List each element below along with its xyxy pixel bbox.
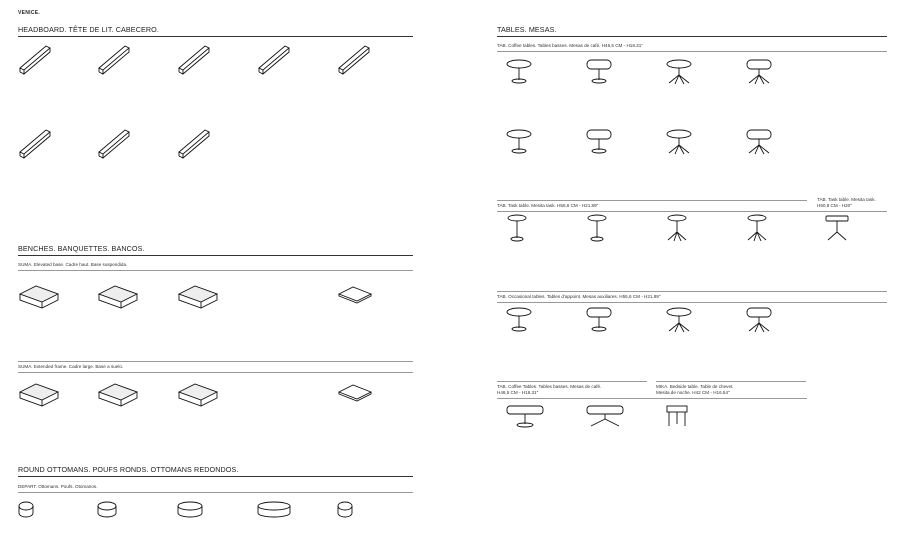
- divider: [497, 302, 887, 303]
- table-drawing: [497, 58, 569, 86]
- headboard-item: [177, 44, 249, 78]
- depart-subtitle: DEPART. Ottomans. Poufs. Otomanos.: [18, 484, 98, 489]
- headboard-drawing: [18, 44, 90, 76]
- headboard-drawing: [177, 44, 249, 76]
- table-drawing: [657, 128, 729, 156]
- table-item: [497, 306, 569, 336]
- bench-item: [18, 382, 90, 410]
- bench-item: [97, 284, 169, 312]
- divider: [497, 51, 887, 52]
- table-item: [657, 306, 729, 336]
- table-item: [737, 214, 809, 244]
- headboard-item: [18, 128, 90, 162]
- table-item: [497, 128, 569, 158]
- headboard-item: [18, 44, 90, 78]
- ottoman-drawing: [257, 500, 329, 520]
- bench-drawing: [18, 382, 90, 408]
- table-drawing: [657, 306, 729, 334]
- divider: [497, 36, 887, 37]
- suma-elevated-subtitle: SUMA. Elevated base. Cadre haut. Base suspendida.: [18, 262, 128, 267]
- table-item: [657, 214, 729, 244]
- table-drawing: [497, 128, 569, 156]
- table-item: [497, 58, 569, 88]
- bench-item: [177, 382, 249, 410]
- divider: [497, 398, 807, 399]
- divider: [656, 381, 806, 382]
- divider: [497, 291, 887, 292]
- ottoman-item: [177, 500, 249, 522]
- table-drawing: [737, 58, 809, 86]
- mika-subtitle: MIKA. Bedside table. Table de chevet.: [656, 384, 734, 389]
- ottoman-drawing: [97, 500, 169, 520]
- task-table-subtitle: TAB. Task table. Mesita task. H55,6 CM - H21.89": [497, 203, 599, 208]
- table-item: [497, 214, 569, 244]
- coffee2-height: H46,5 CM - H18.31": [497, 390, 539, 395]
- headboard-item: [257, 44, 329, 78]
- bench-item: [18, 284, 90, 312]
- table-drawing: [657, 58, 729, 86]
- table-item: [737, 306, 809, 336]
- tray-drawing: [337, 382, 409, 408]
- table-item: [657, 128, 729, 158]
- divider: [18, 372, 413, 373]
- divider: [18, 270, 413, 271]
- table-drawing: [657, 214, 729, 242]
- divider: [497, 200, 807, 201]
- headboard-item: [97, 128, 169, 162]
- task-table-subtitle-right: TAB. Task table. Mesita task.: [817, 197, 876, 202]
- divider: [18, 36, 413, 37]
- bench-drawing: [177, 382, 249, 408]
- headboard-drawing: [257, 44, 329, 76]
- divider: [497, 381, 647, 382]
- mika-height: Mesita de noche. H42 CM - H16.54": [656, 390, 730, 395]
- bench-item: [337, 382, 409, 410]
- bench-item: [97, 382, 169, 410]
- bench-drawing: [177, 284, 249, 310]
- divider: [18, 361, 413, 362]
- headboard-drawing: [97, 44, 169, 76]
- tables-section-title: TABLES. MESAS.: [497, 25, 557, 34]
- occasional-subtitle: TAB. Occasional tables. Tables d'appoint. Mesas auxiliares. H55,6 CM - H21.89": [497, 294, 661, 299]
- headboard-item: [177, 128, 249, 162]
- ottoman-item: [337, 500, 409, 522]
- headboard-drawing: [177, 128, 249, 160]
- bench-drawing: [97, 284, 169, 310]
- bench-item: [177, 284, 249, 312]
- coffee2-subtitle: TAB. Coffee Tables. Tables basses. Mesas de café.: [497, 384, 602, 389]
- ottomans-section-title: ROUND OTTOMANS. POUFS RONDS. OTTOMANS REDONDOS.: [18, 465, 239, 474]
- headboard-drawing: [18, 128, 90, 160]
- table-item: [577, 214, 649, 244]
- divider: [497, 211, 887, 212]
- brand-label: VENICE.: [18, 10, 41, 16]
- table-item: [737, 58, 809, 88]
- ottoman-item: [257, 500, 329, 522]
- ottoman-item: [18, 500, 90, 522]
- table-drawing: [817, 214, 889, 242]
- divider: [18, 476, 413, 477]
- headboard-item: [97, 44, 169, 78]
- divider: [18, 492, 413, 493]
- table-drawing: [577, 214, 649, 242]
- divider: [18, 255, 413, 256]
- table-drawing: [577, 404, 649, 432]
- suma-extended-subtitle: SUMA. Extended frame. Cadre large. Base a suelo.: [18, 364, 124, 369]
- table-drawing: [577, 58, 649, 86]
- benches-section-title: BENCHES. BANQUETTES. BANCOS.: [18, 244, 145, 253]
- table-drawing: [657, 404, 729, 432]
- ottoman-drawing: [18, 500, 90, 520]
- headboard-section-title: HEADBOARD. TÊTE DE LIT. CABECERO.: [18, 25, 159, 34]
- bench-item: [337, 284, 409, 312]
- table-item: [577, 306, 649, 336]
- table-drawing: [737, 214, 809, 242]
- task-table-height-right: H50,8 CM - H20": [817, 203, 852, 208]
- table-item: [657, 58, 729, 88]
- headboard-drawing: [97, 128, 169, 160]
- table-item: [737, 128, 809, 158]
- table-item: [657, 404, 729, 434]
- table-item: [577, 404, 649, 434]
- ottoman-drawing: [177, 500, 249, 520]
- table-item: [497, 404, 569, 434]
- headboard-item: [337, 44, 409, 78]
- table-drawing: [497, 214, 569, 242]
- table-drawing: [737, 306, 809, 334]
- headboard-drawing: [337, 44, 409, 76]
- bench-drawing: [18, 284, 90, 310]
- tray-drawing: [337, 284, 409, 310]
- table-item: [817, 214, 889, 244]
- table-item: [577, 128, 649, 158]
- ottoman-item: [97, 500, 169, 522]
- table-drawing: [737, 128, 809, 156]
- table-drawing: [497, 306, 569, 334]
- table-drawing: [577, 306, 649, 334]
- ottoman-drawing: [337, 500, 409, 520]
- table-drawing: [577, 128, 649, 156]
- coffee-tables-subtitle: TAB. Coffee tables. Tables basses. Mesas de café. H46,5 CM - H18.31": [497, 43, 643, 48]
- table-drawing: [497, 404, 569, 432]
- bench-drawing: [97, 382, 169, 408]
- table-item: [577, 58, 649, 88]
